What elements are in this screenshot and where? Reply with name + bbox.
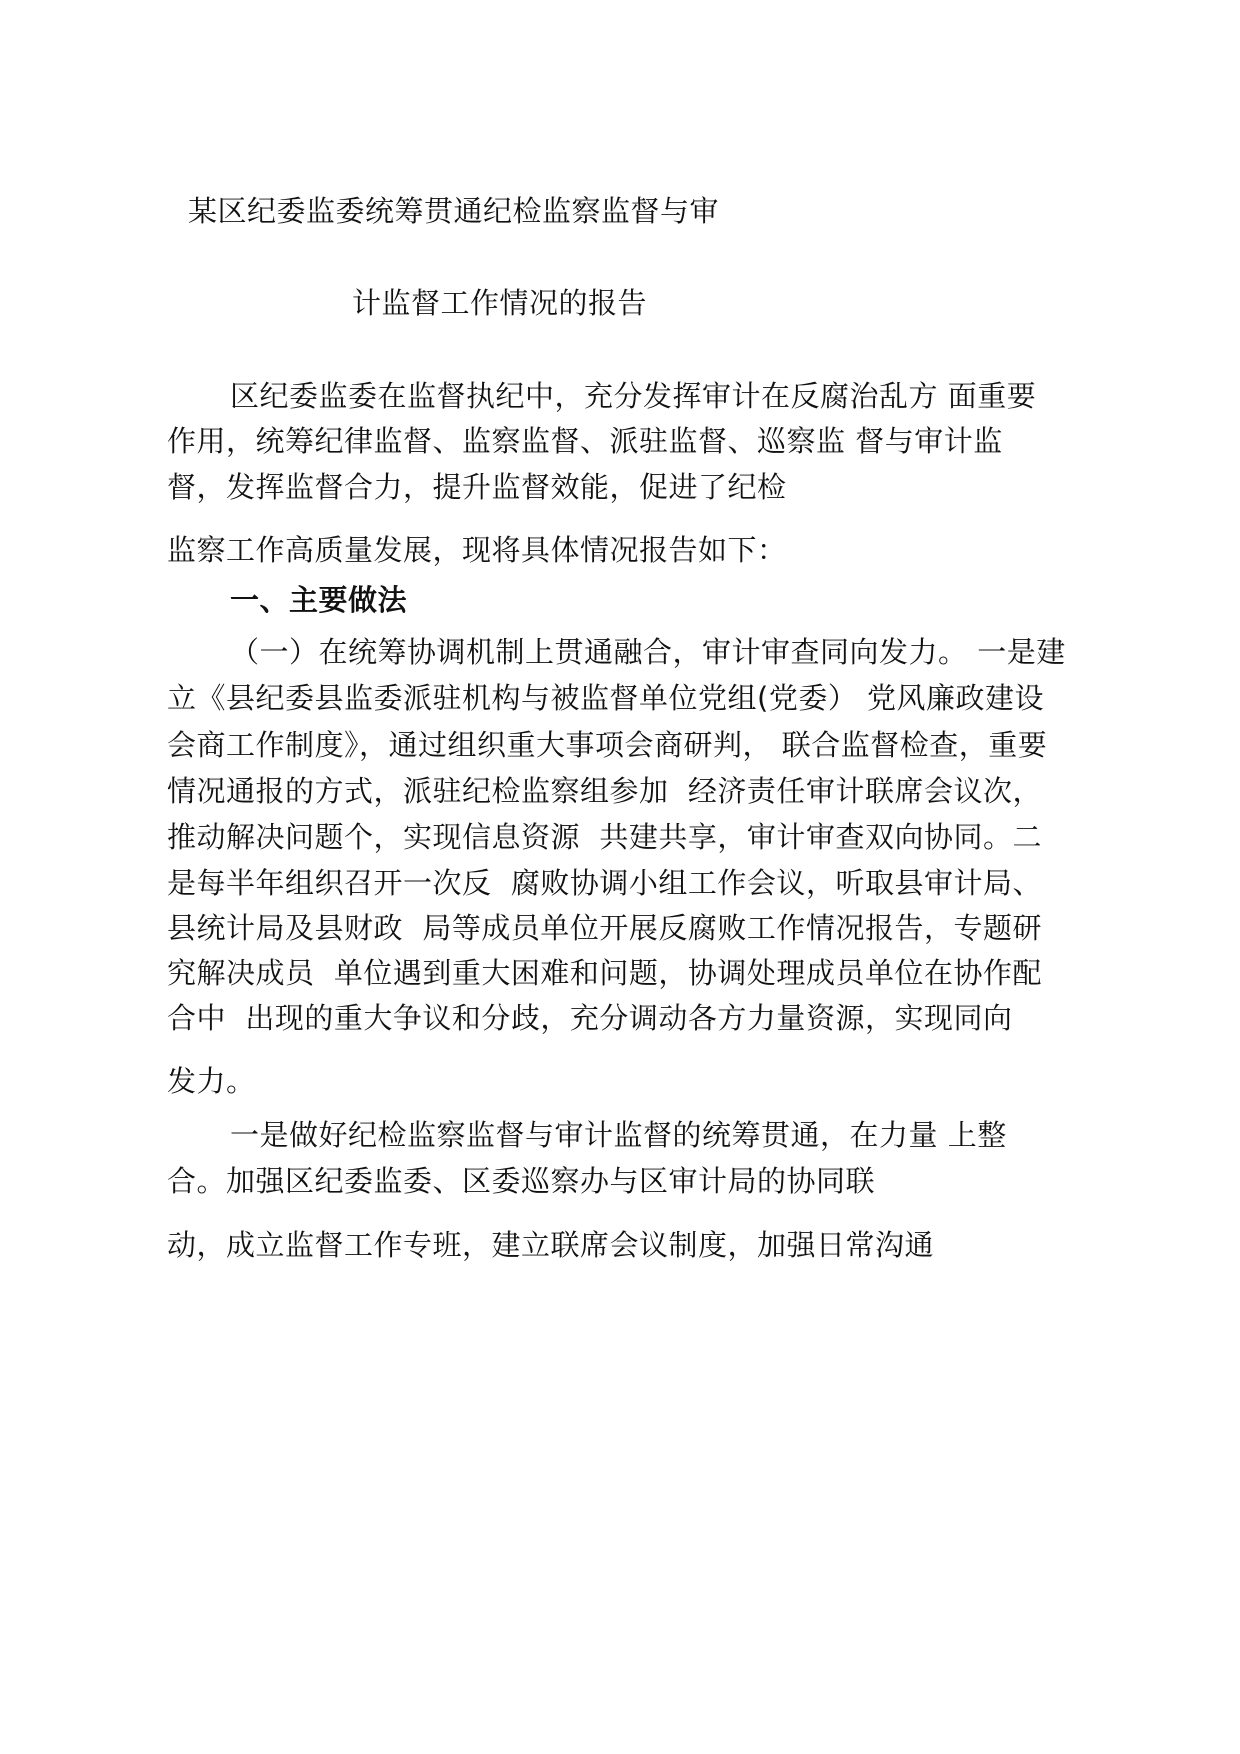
paragraph-line: 区纪委监委在监督执纪中，充分发挥审计在反腐治乱方 面重要 xyxy=(230,379,1037,413)
paragraph-line: 监察工作高质量发展，现将具体情况报告如下： xyxy=(167,533,787,567)
paragraph-line: 县统计局及县财政 局等成员单位开展反腐败工作情况报告，专题研 xyxy=(167,911,1042,945)
paragraph-line: （一）在统筹协调机制上贯通融合，审计审查同向发力。 一是建 xyxy=(230,635,1066,669)
paragraph-line: 发力。 xyxy=(167,1064,256,1098)
paragraph-line: 会商工作制度》，通过组织重大事项会商研判， 联合监督检查，重要 xyxy=(167,728,1048,762)
paragraph-line: 是每半年组织召开一次反 腐败协调小组工作会议，听取县审计局、 xyxy=(167,866,1042,900)
document-title-line-1: 某区纪委监委统筹贯通纪检监察监督与审 xyxy=(188,194,720,228)
paragraph-line: 一是做好纪检监察监督与审计监督的统筹贯通，在力量 上整 xyxy=(230,1118,1007,1152)
paragraph-line: 推动解决问题个，实现信息资源 共建共享，审计审查双向协同。二 xyxy=(167,820,1042,854)
paragraph-line: 立《县纪委县监委派驻机构与被监督单位党组(党委） 党风廉政建设 xyxy=(167,681,1045,715)
document-title-line-2: 计监督工作情况的报告 xyxy=(352,286,648,320)
paragraph-line: 究解决成员 单位遇到重大困难和问题，协调处理成员单位在协作配 xyxy=(167,956,1042,990)
paragraph-line: 督，发挥监督合力，提升监督效能，促进了纪检 xyxy=(167,470,787,504)
paragraph-line: 合中 出现的重大争议和分歧，充分调动各方力量资源，实现同向 xyxy=(167,1001,1013,1035)
paragraph-line: 动，成立监督工作专班，建立联席会议制度，加强日常沟通 xyxy=(167,1228,935,1262)
paragraph-line: 情况通报的方式，派驻纪检监察组参加 经济责任审计联席会议次， xyxy=(167,774,1042,808)
paragraph-line: 合。加强区纪委监委、区委巡察办与区审计局的协同联 xyxy=(167,1164,876,1198)
section-heading: 一、主要做法 xyxy=(230,583,408,617)
paragraph-line: 作用，统筹纪律监督、监察监督、派驻监督、巡察监 督与审计监 xyxy=(167,424,1003,458)
